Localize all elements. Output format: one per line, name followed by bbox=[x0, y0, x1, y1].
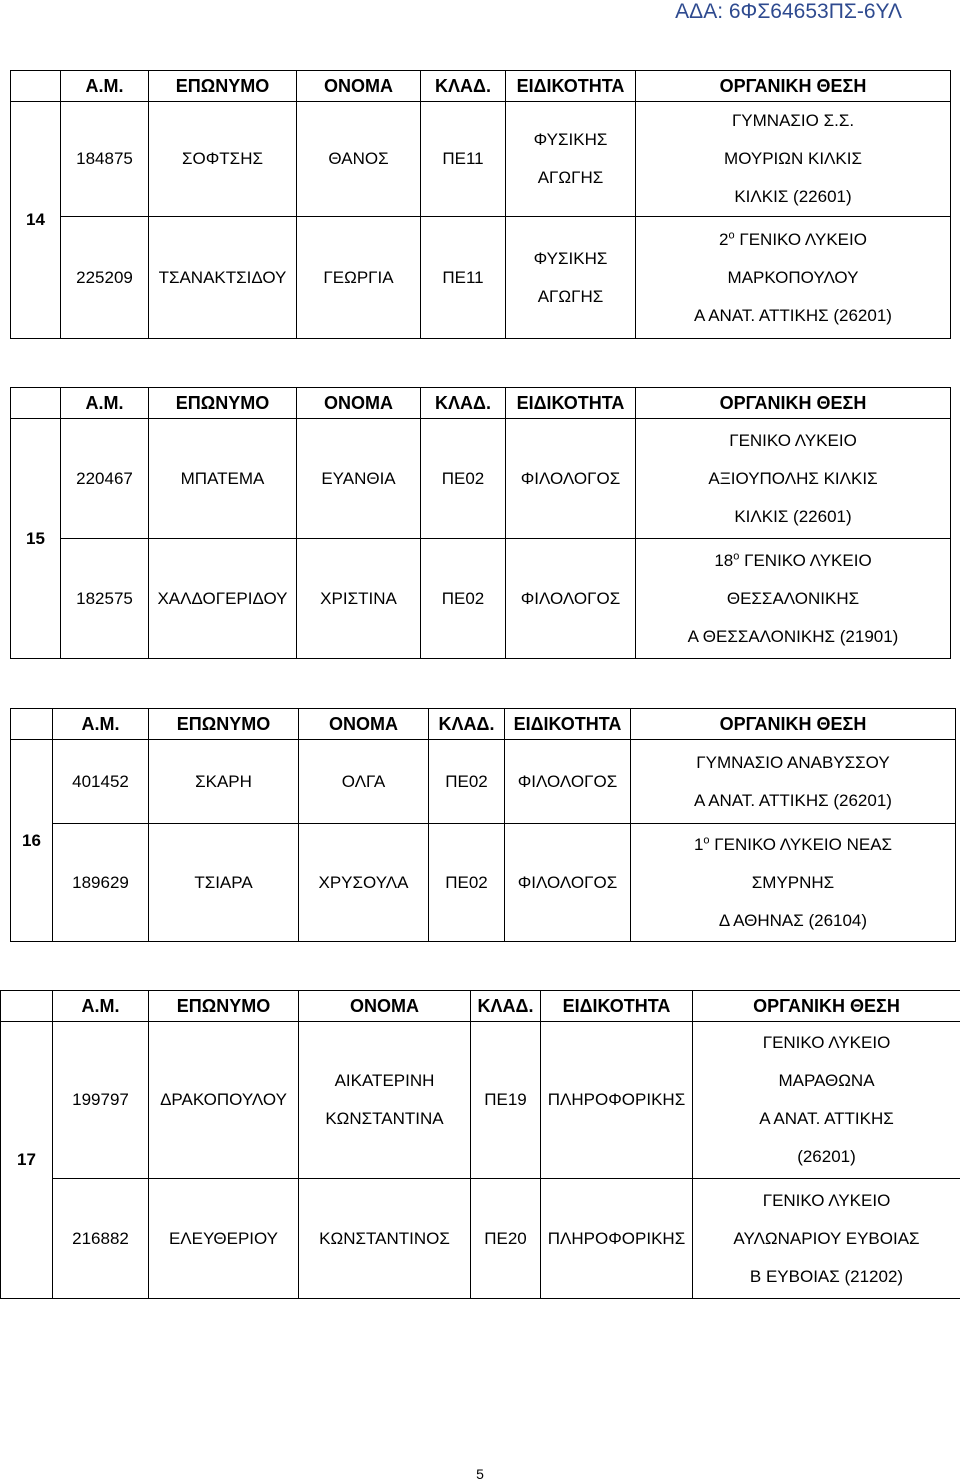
position-line: ΜΑΡΑΘΩΝΑ bbox=[778, 1071, 875, 1090]
cell-surname: ΤΣΙΑΡΑ bbox=[149, 824, 299, 942]
position-line: ΘΕΣΣΑΛΟΝΙΚΗΣ bbox=[726, 588, 860, 608]
header-blank-cell bbox=[11, 71, 61, 102]
position-line: (26201) bbox=[797, 1147, 856, 1166]
cell-am: 189629 bbox=[53, 824, 149, 942]
group-number: 17 bbox=[1, 1022, 53, 1299]
cell-am: 216882 bbox=[53, 1179, 149, 1299]
cell-am: 225209 bbox=[61, 217, 149, 339]
header-klados: ΚΛΑΔ. bbox=[421, 71, 506, 102]
name-line: ΑΙΚΑΤΕΡΙΝΗ bbox=[334, 1071, 435, 1090]
cell-klados: ΠΕ11 bbox=[421, 217, 506, 339]
cell-specialty: ΠΛΗΡΟΦΟΡΙΚΗΣ bbox=[541, 1179, 693, 1299]
position-line: ΓΥΜΝΑΣΙΟ ΑΝΑΒΥΣΣΟΥ bbox=[696, 752, 890, 772]
cell-am: 184875 bbox=[61, 102, 149, 217]
position-line: Β ΕΥΒΟΙΑΣ (21202) bbox=[749, 1266, 904, 1286]
cell-name: ΕΥΑΝΘΙΑ bbox=[297, 419, 421, 539]
specialty-line: ΑΓΩΓΗΣ bbox=[537, 168, 604, 187]
cell-specialty: ΦΙΛΟΛΟΓΟΣ bbox=[505, 824, 631, 942]
ordinal-suffix: ο bbox=[703, 833, 710, 846]
cell-specialty bbox=[506, 217, 636, 339]
cell-surname: ΕΛΕΥΘΕΡΙΟΥ bbox=[149, 1179, 299, 1299]
position-first: ΓΕΝΙΚΟ ΛΥΚΕΙΟ ΝΕΑΣ bbox=[714, 834, 893, 854]
header-blank-cell bbox=[1, 991, 53, 1022]
header-surname: ΕΠΩΝΥΜΟ bbox=[149, 388, 297, 419]
group-number: 16 bbox=[11, 740, 53, 942]
cell-name: ΟΛΓΑ bbox=[299, 740, 429, 824]
position-line: ΚΙΛΚΙΣ (22601) bbox=[734, 187, 852, 206]
cell-am: 401452 bbox=[53, 740, 149, 824]
cell-position bbox=[693, 1179, 960, 1299]
cell-surname: ΧΑΛΔΟΓΕΡΙΔΟΥ bbox=[149, 539, 297, 659]
cell-position bbox=[636, 419, 951, 539]
cell-klados: ΠΕ02 bbox=[429, 824, 505, 942]
header-klados: ΚΛΑΔ. bbox=[421, 388, 506, 419]
position-line: Α ΑΝΑΤ. ΑΤΤΙΚΗΣ (26201) bbox=[694, 305, 892, 325]
cell-position bbox=[631, 824, 956, 942]
cell-am: 182575 bbox=[61, 539, 149, 659]
position-line-ordinal bbox=[636, 221, 950, 259]
header-klados: ΚΛΑΔ. bbox=[471, 991, 541, 1022]
page-number: 5 bbox=[476, 1466, 484, 1482]
position-line: ΓΕΝΙΚΟ ΛΥΚΕΙΟ bbox=[762, 1190, 891, 1210]
header-specialty: ΕΙΔΙΚΟΤΗΤΑ bbox=[506, 71, 636, 102]
cell-name: ΧΡΙΣΤΙΝΑ bbox=[297, 539, 421, 659]
name-line: ΚΩΝΣΤΑΝΤΙΝΑ bbox=[325, 1109, 444, 1128]
cell-specialty: ΠΛΗΡΟΦΟΡΙΚΗΣ bbox=[541, 1022, 693, 1179]
cell-klados: ΠΕ02 bbox=[421, 539, 506, 659]
header-am: Α.Μ. bbox=[53, 709, 149, 740]
cell-specialty bbox=[506, 102, 636, 217]
cell-name bbox=[299, 1022, 471, 1179]
specialty-line: ΦΥΣΙΚΗΣ bbox=[533, 130, 608, 149]
cell-position bbox=[636, 539, 951, 659]
cell-name: ΘΑΝΟΣ bbox=[297, 102, 421, 217]
position-line: ΓΕΝΙΚΟ ΛΥΚΕΙΟ bbox=[762, 1033, 891, 1052]
position-line: ΓΕΝΙΚΟ ΛΥΚΕΙΟ bbox=[729, 430, 857, 450]
cell-name: ΓΕΩΡΓΙΑ bbox=[297, 217, 421, 339]
position-line: ΚΙΛΚΙΣ (22601) bbox=[734, 506, 852, 526]
cell-specialty: ΦΙΛΟΛΟΓΟΣ bbox=[505, 740, 631, 824]
placement-table-15 bbox=[10, 387, 951, 659]
cell-position bbox=[636, 102, 951, 217]
cell-position bbox=[631, 740, 956, 824]
position-line: Α ΘΕΣΣΑΛΟΝΙΚΗΣ (21901) bbox=[687, 626, 899, 646]
position-line: Α ΑΝΑΤ. ΑΤΤΙΚΗΣ (26201) bbox=[694, 790, 892, 810]
header-klados: ΚΛΑΔ. bbox=[429, 709, 505, 740]
position-line: ΜΟΥΡΙΩΝ ΚΙΛΚΙΣ bbox=[724, 149, 862, 168]
cell-surname: ΜΠΑΤΕΜΑ bbox=[149, 419, 297, 539]
ordinal-suffix: ο bbox=[728, 228, 735, 241]
position-ordinal: 18 bbox=[714, 550, 734, 570]
header-am: Α.Μ. bbox=[61, 71, 149, 102]
position-ordinal: 1 bbox=[693, 834, 704, 854]
header-name: ΟΝΟΜΑ bbox=[297, 388, 421, 419]
position-line-ordinal bbox=[631, 826, 955, 864]
cell-klados: ΠΕ20 bbox=[471, 1179, 541, 1299]
cell-surname: ΔΡΑΚΟΠΟΥΛΟΥ bbox=[149, 1022, 299, 1179]
header-am: Α.Μ. bbox=[61, 388, 149, 419]
header-name: ΟΝΟΜΑ bbox=[297, 71, 421, 102]
header-surname: ΕΠΩΝΥΜΟ bbox=[149, 709, 299, 740]
cell-surname: ΣΟΦΤΣΗΣ bbox=[149, 102, 297, 217]
cell-name: ΧΡΥΣΟΥΛΑ bbox=[299, 824, 429, 942]
position-line: ΓΥΜΝΑΣΙΟ Σ.Σ. bbox=[731, 111, 855, 130]
cell-position bbox=[693, 1022, 960, 1179]
cell-am: 220467 bbox=[61, 419, 149, 539]
cell-am: 199797 bbox=[53, 1022, 149, 1179]
header-name: ΟΝΟΜΑ bbox=[299, 991, 471, 1022]
header-position: ΟΡΓΑΝΙΚΗ ΘΕΣΗ bbox=[636, 71, 951, 102]
cell-specialty: ΦΙΛΟΛΟΓΟΣ bbox=[506, 419, 636, 539]
header-specialty: ΕΙΔΙΚΟΤΗΤΑ bbox=[506, 388, 636, 419]
position-line: ΑΥΛΩΝΑΡΙΟΥ ΕΥΒΟΙΑΣ bbox=[733, 1228, 920, 1248]
position-line-ordinal bbox=[636, 542, 950, 580]
header-position: ΟΡΓΑΝΙΚΗ ΘΕΣΗ bbox=[636, 388, 951, 419]
header-blank-cell bbox=[11, 709, 53, 740]
group-number: 15 bbox=[11, 419, 61, 659]
cell-klados: ΠΕ11 bbox=[421, 102, 506, 217]
header-position: ΟΡΓΑΝΙΚΗ ΘΕΣΗ bbox=[693, 991, 960, 1022]
document-code: ΑΔΑ: 6ΦΣ64653ΠΣ-6ΥΛ bbox=[675, 0, 902, 23]
specialty-line: ΑΓΩΓΗΣ bbox=[537, 286, 604, 306]
position-line: Α ΑΝΑΤ. ΑΤΤΙΚΗΣ bbox=[759, 1109, 894, 1128]
position-line: Δ ΑΘΗΝΑΣ (26104) bbox=[718, 910, 868, 930]
header-specialty: ΕΙΔΙΚΟΤΗΤΑ bbox=[505, 709, 631, 740]
header-surname: ΕΠΩΝΥΜΟ bbox=[149, 71, 297, 102]
cell-specialty: ΦΙΛΟΛΟΓΟΣ bbox=[506, 539, 636, 659]
cell-klados: ΠΕ19 bbox=[471, 1022, 541, 1179]
cell-klados: ΠΕ02 bbox=[429, 740, 505, 824]
position-line: ΜΑΡΚΟΠΟΥΛΟΥ bbox=[727, 267, 859, 287]
position-first: ΓΕΝΙΚΟ ΛΥΚΕΙΟ bbox=[744, 550, 872, 570]
group-number: 14 bbox=[11, 102, 61, 339]
header-specialty: ΕΙΔΙΚΟΤΗΤΑ bbox=[541, 991, 693, 1022]
placement-table-17 bbox=[0, 990, 960, 1299]
placement-table-14 bbox=[10, 70, 951, 339]
position-line: ΣΜΥΡΝΗΣ bbox=[751, 872, 835, 892]
position-first: ΓΕΝΙΚΟ ΛΥΚΕΙΟ bbox=[739, 229, 867, 249]
cell-klados: ΠΕ02 bbox=[421, 419, 506, 539]
ordinal-suffix: ο bbox=[733, 549, 740, 562]
header-name: ΟΝΟΜΑ bbox=[299, 709, 429, 740]
header-blank-cell bbox=[11, 388, 61, 419]
cell-position bbox=[636, 217, 951, 339]
header-position: ΟΡΓΑΝΙΚΗ ΘΕΣΗ bbox=[631, 709, 956, 740]
cell-surname: ΣΚΑΡΗ bbox=[149, 740, 299, 824]
header-surname: ΕΠΩΝΥΜΟ bbox=[149, 991, 299, 1022]
placement-table-16 bbox=[10, 708, 956, 942]
position-ordinal: 2 bbox=[719, 229, 729, 249]
cell-surname: ΤΣΑΝΑΚΤΣΙΔΟΥ bbox=[149, 217, 297, 339]
cell-name: ΚΩΝΣΤΑΝΤΙΝΟΣ bbox=[299, 1179, 471, 1299]
position-line: ΑΞΙΟΥΠΟΛΗΣ ΚΙΛΚΙΣ bbox=[708, 468, 878, 488]
header-am: Α.Μ. bbox=[53, 991, 149, 1022]
specialty-line: ΦΥΣΙΚΗΣ bbox=[533, 248, 608, 268]
